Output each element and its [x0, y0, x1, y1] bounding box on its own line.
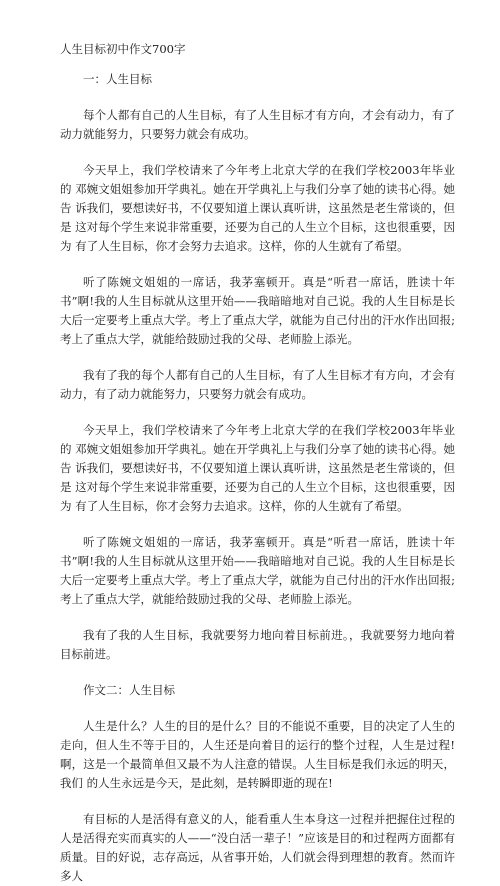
paragraph: 今天早上，我们学校请来了今年考上北京大学的在我们学校2003年毕业的 邓婉文姐姐参加开学典礼。她在开学典礼上与我们分享了她的读书心得。她告 诉我们，要想读好书，不仅要知道上课认真听讲，这虽然是老生常谈的，但是 这对每个学生来说非常重要，还要为自己的人生立个目标，这也很重要，因为 有了人生目标，你才会努力去追求。这样，你的人生就有了希望。	[60, 163, 455, 253]
paragraph: 我有了我的每个人都有自己的人生目标，有了人生目标才有方向，才会有 动力，有了动力就能努力，只要努力就会有成功。	[60, 368, 455, 401]
paragraph: 今天早上，我们学校请来了今年考上北京大学的在我们学校2003年毕业的 邓婉文姐姐参加开学典礼。她在开学典礼上与我们分享了她的读书心得。她告 诉我们，要想读好书，不仅要知道上课认真听讲，这虽然是老生常谈的，但是 这对每个学生来说非常重要，还要为自己的人生立个目标，这也很重要，因为 有了人生目标，你才会努力去追求。这样，你的人生就有了希望。	[60, 423, 455, 513]
paragraph: 人生是什么？人生的目的是什么？目的不能说不重要，目的决定了人生的走向，但人生不等于目的，人生还是向着目的运行的整个过程，人生是过程!啊，这是一个最简单但又最不为人注意的错误。人生目标是我们永远的明天，我们 的人生永远是今天，是此刻，是转瞬即逝的现在!	[60, 719, 455, 790]
document-title: 人生目标初中作文700字	[60, 42, 186, 56]
paragraph: 每个人都有自己的人生目标，有了人生目标才有方向，才会有动力，有了 动力就能努力，只要努力就会有成功。	[60, 108, 455, 141]
section-heading-2: 作文二：人生目标	[83, 683, 175, 697]
paragraph: 听了陈婉文姐姐的一席话，我茅塞顿开。真是“听君一席话，胜读十年 书”啊!我的人生目标就从这里开始——我暗暗地对自己说。我的人生目标是长 大后一定要考上重点大学。考上了重点大学，就能为自己付出的汗水作出回报; 考上了重点大学，就能给鼓励过我的父母、老师脸上添光。	[60, 275, 455, 346]
paragraph: 我有了我的人生目标，我就要努力地向着目标前进。，我就要努力地向着 目标前进。	[60, 628, 455, 661]
section-heading-1: 一：人生目标	[83, 72, 152, 86]
paragraph: 听了陈婉文姐姐的一席话，我茅塞顿开。真是“听君一席话，胜读十年 书”啊!我的人生目标就从这里开始——我暗暗地对自己说。我的人生目标是长 大后一定要考上重点大学。考上了重点大学，就能为自己付出的汗水作出回报; 考上了重点大学，就能给鼓励过我的父母、老师脸上添光。	[60, 535, 455, 606]
paragraph: 有目标的人是活得有意义的人，能看重人生本身这一过程并把握住过程的 人是活得充实而真实的人——“没白活一辈子！”应该是目的和过程两方面都有 质量。目的好说，志存高远，从省事开始，人们就会得到理想的教育。然而许多人	[60, 812, 455, 883]
